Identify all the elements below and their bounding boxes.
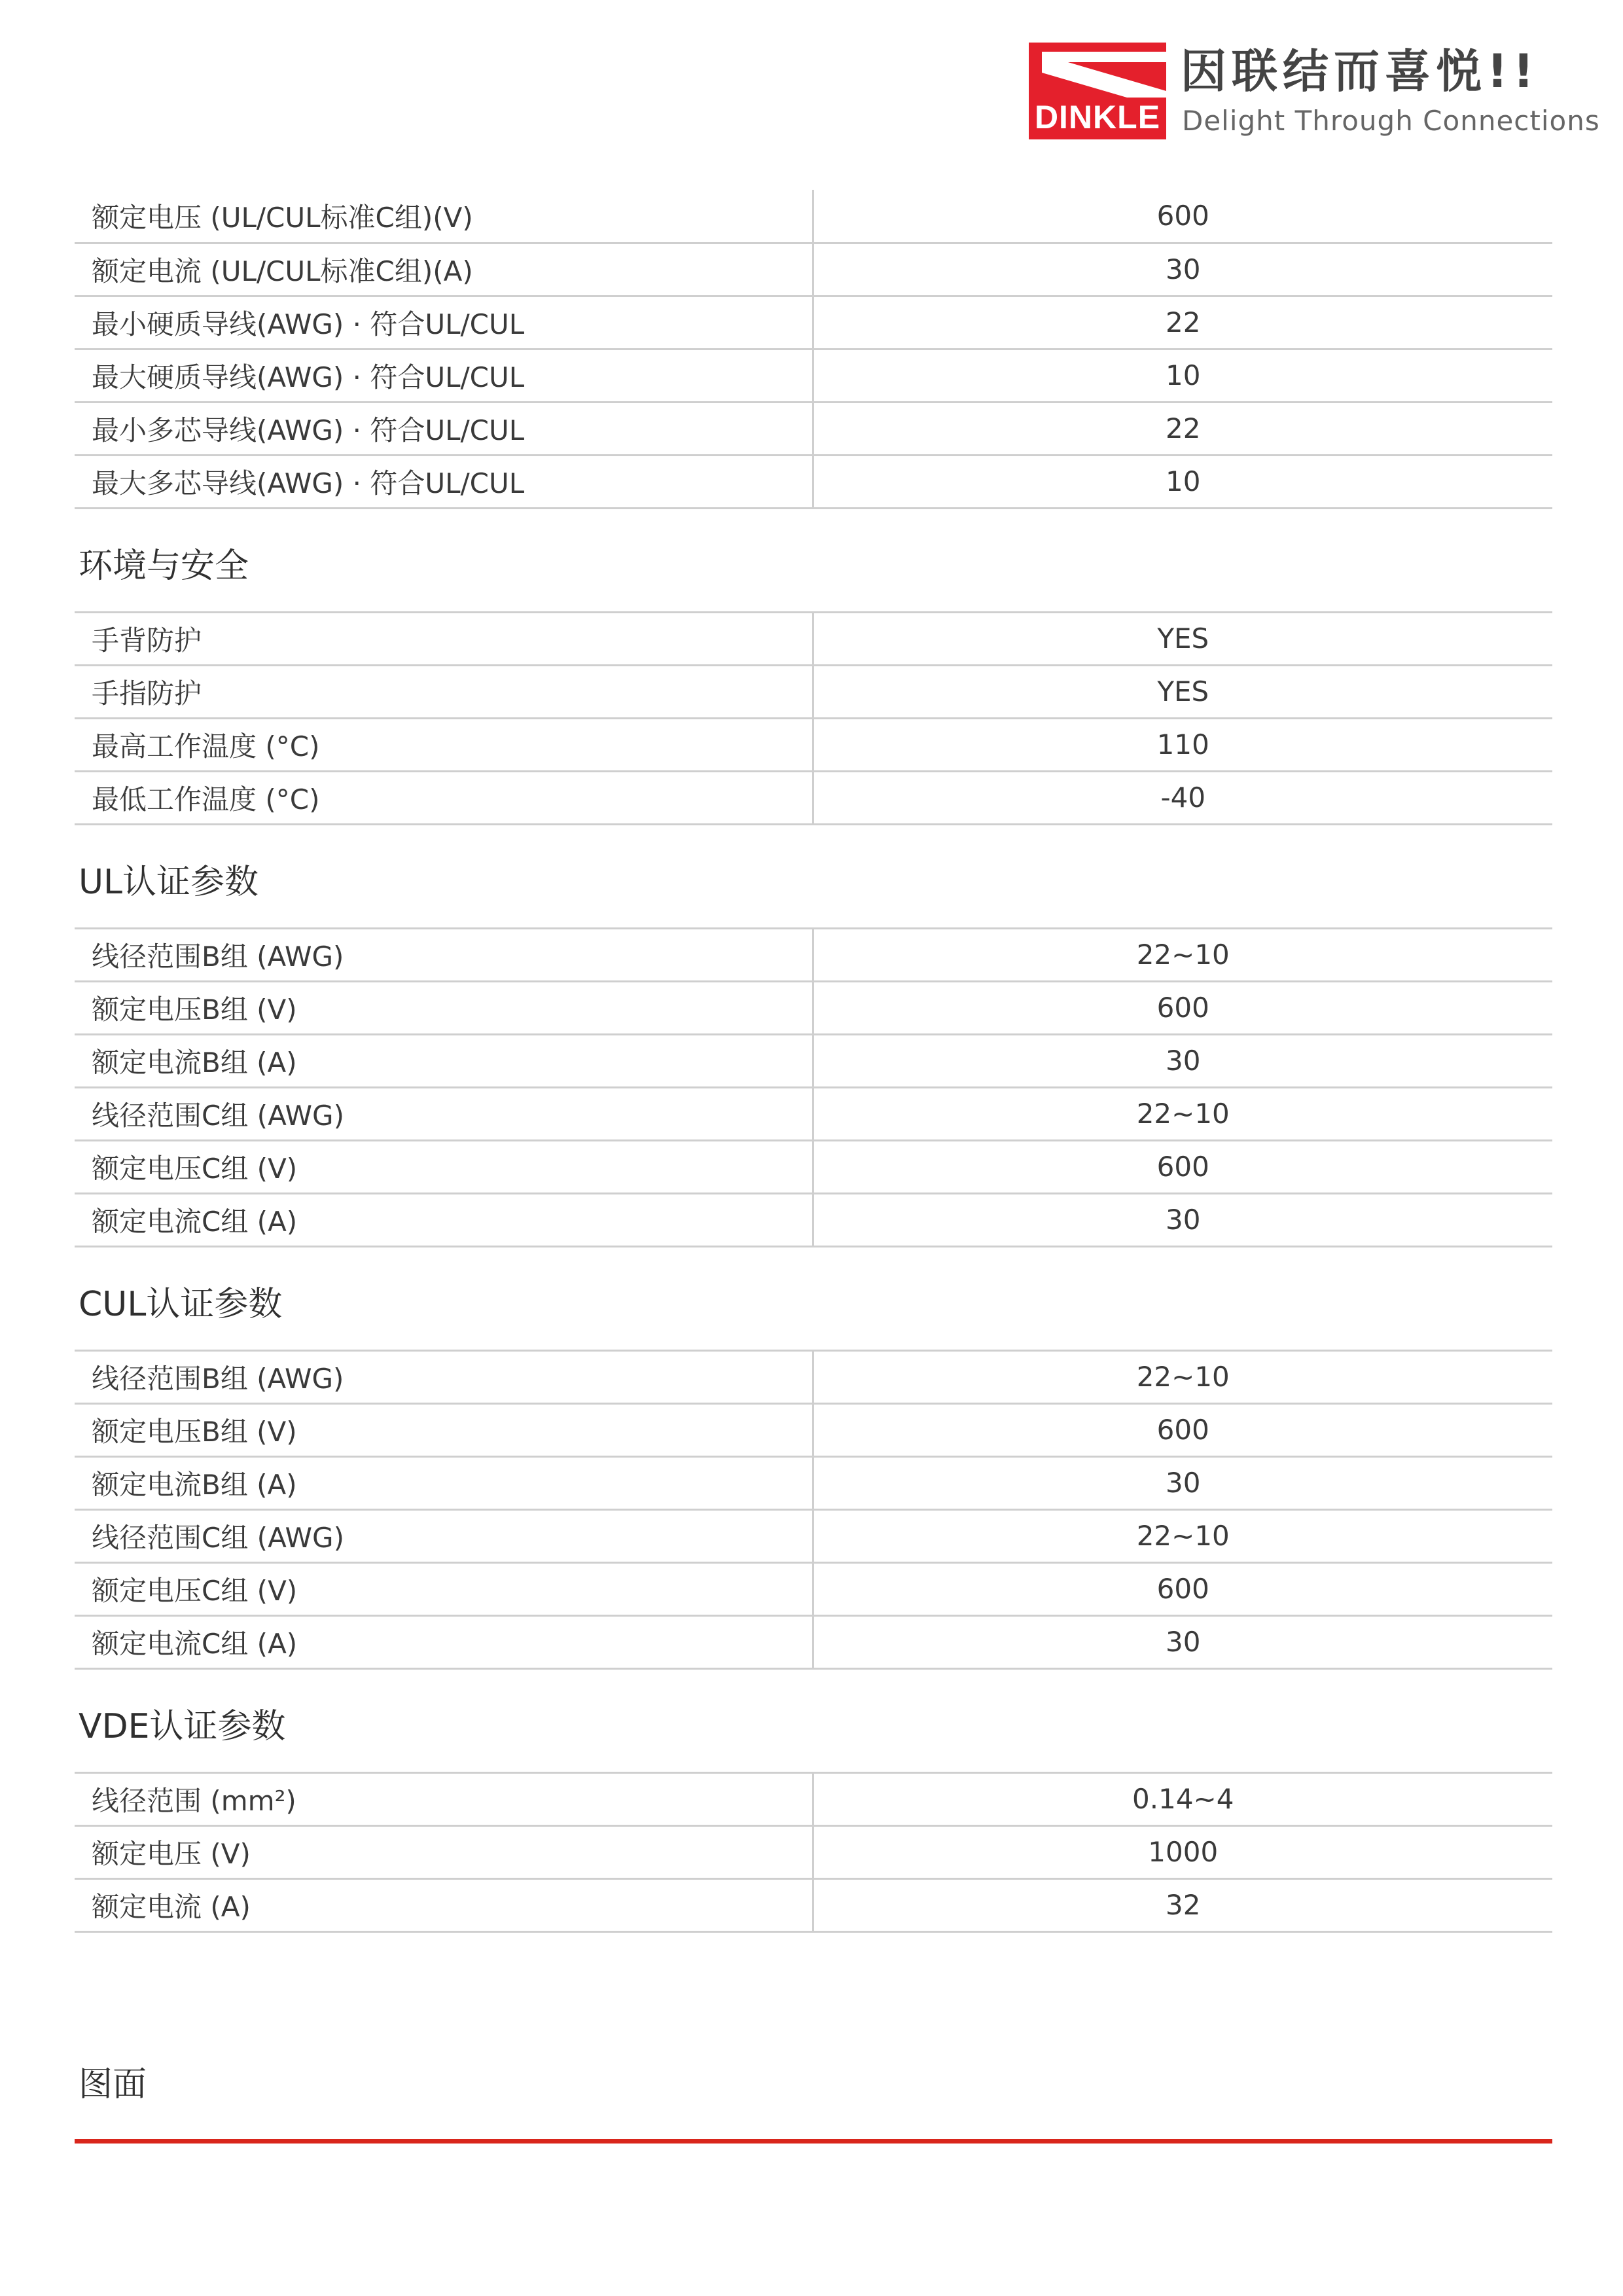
spec-label: 最小硬质导线(AWG) · 符合UL/CUL bbox=[75, 296, 813, 349]
spec-label: 线径范围B组 (AWG) bbox=[75, 928, 813, 981]
table-row bbox=[75, 1350, 1552, 1403]
spec-value: 30 bbox=[813, 1456, 1552, 1509]
table-row bbox=[75, 402, 1552, 455]
table-row bbox=[75, 1034, 1552, 1087]
spec-value: 22 bbox=[813, 402, 1552, 455]
spec-label: 线径范围B组 (AWG) bbox=[75, 1350, 813, 1403]
spec-label: 手指防护 bbox=[75, 665, 813, 718]
spec-value: YES bbox=[813, 665, 1552, 718]
environment-spec-table bbox=[75, 611, 1552, 825]
spec-label: 额定电流B组 (A) bbox=[75, 1034, 813, 1087]
table-row bbox=[75, 243, 1552, 296]
table-row bbox=[75, 1772, 1552, 1825]
spec-label: 额定电压B组 (V) bbox=[75, 981, 813, 1034]
spec-label: 额定电流 (UL/CUL标准C组)(A) bbox=[75, 243, 813, 296]
spec-value: YES bbox=[813, 612, 1552, 665]
spec-value: 0.14~4 bbox=[813, 1772, 1552, 1825]
spec-label: 最大硬质导线(AWG) · 符合UL/CUL bbox=[75, 349, 813, 402]
spec-value: 22~10 bbox=[813, 1087, 1552, 1140]
spec-value: 600 bbox=[813, 981, 1552, 1034]
ul-cul-spec-table bbox=[75, 190, 1552, 509]
table-row bbox=[75, 981, 1552, 1034]
spec-value: 110 bbox=[813, 718, 1552, 771]
spec-value: 22~10 bbox=[813, 928, 1552, 981]
section-title-cul: CUL认证参数 bbox=[79, 1284, 283, 1324]
spec-label: 线径范围C组 (AWG) bbox=[75, 1509, 813, 1562]
logo-mark bbox=[1029, 43, 1166, 139]
section-title-drawing: 图面 bbox=[79, 2065, 147, 2104]
table-row bbox=[75, 771, 1552, 824]
spec-value: 30 bbox=[813, 1193, 1552, 1246]
section-title-ul: UL认证参数 bbox=[79, 862, 259, 902]
table-row bbox=[75, 718, 1552, 771]
table-row bbox=[75, 1403, 1552, 1456]
spec-value: 30 bbox=[813, 1615, 1552, 1668]
dinkle-logo bbox=[1029, 43, 1600, 141]
table-row bbox=[75, 612, 1552, 665]
table-row bbox=[75, 1825, 1552, 1878]
section-divider-rule bbox=[75, 2139, 1552, 2144]
spec-value: -40 bbox=[813, 771, 1552, 824]
vde-spec-table bbox=[75, 1772, 1552, 1933]
spec-value: 10 bbox=[813, 455, 1552, 508]
section-title-vde: VDE认证参数 bbox=[79, 1706, 286, 1746]
spec-label: 额定电压B组 (V) bbox=[75, 1403, 813, 1456]
table-row bbox=[75, 1193, 1552, 1246]
table-row bbox=[75, 1509, 1552, 1562]
spec-content bbox=[75, 190, 1552, 1933]
table-row bbox=[75, 1615, 1552, 1668]
spec-value: 600 bbox=[813, 190, 1552, 243]
spec-label: 额定电流C组 (A) bbox=[75, 1615, 813, 1668]
spec-label: 最高工作温度 (°C) bbox=[75, 718, 813, 771]
spec-value: 30 bbox=[813, 243, 1552, 296]
spec-value: 30 bbox=[813, 1034, 1552, 1087]
section-title-environment: 环境与安全 bbox=[79, 546, 249, 586]
slogan-english: Delight Through Connections bbox=[1182, 105, 1600, 137]
cul-spec-table bbox=[75, 1350, 1552, 1670]
table-row bbox=[75, 1878, 1552, 1931]
ul-spec-table bbox=[75, 927, 1552, 1247]
spec-value: 10 bbox=[813, 349, 1552, 402]
table-row bbox=[75, 349, 1552, 402]
table-row bbox=[75, 928, 1552, 981]
spec-label: 线径范围C组 (AWG) bbox=[75, 1087, 813, 1140]
spec-label: 最大多芯导线(AWG) · 符合UL/CUL bbox=[75, 455, 813, 508]
table-row bbox=[75, 296, 1552, 349]
spec-label: 额定电流 (A) bbox=[75, 1878, 813, 1931]
spec-label: 额定电压C组 (V) bbox=[75, 1562, 813, 1615]
spec-value: 32 bbox=[813, 1878, 1552, 1931]
spec-label: 手背防护 bbox=[75, 612, 813, 665]
table-row bbox=[75, 190, 1552, 243]
spec-label: 额定电流C组 (A) bbox=[75, 1193, 813, 1246]
spec-value: 22~10 bbox=[813, 1350, 1552, 1403]
slogan-chinese: 因联结而喜悦!! bbox=[1181, 45, 1539, 98]
spec-label: 额定电压 (V) bbox=[75, 1825, 813, 1878]
spec-label: 最小多芯导线(AWG) · 符合UL/CUL bbox=[75, 402, 813, 455]
spec-value: 600 bbox=[813, 1140, 1552, 1193]
spec-label: 额定电压C组 (V) bbox=[75, 1140, 813, 1193]
spec-value: 22~10 bbox=[813, 1509, 1552, 1562]
table-row bbox=[75, 1140, 1552, 1193]
table-row bbox=[75, 455, 1552, 508]
spec-label: 最低工作温度 (°C) bbox=[75, 771, 813, 824]
table-row bbox=[75, 665, 1552, 718]
spec-label: 线径范围 (mm²) bbox=[75, 1772, 813, 1825]
brand-name: DINKLE bbox=[1034, 99, 1161, 135]
spec-value: 600 bbox=[813, 1403, 1552, 1456]
spec-value: 22 bbox=[813, 296, 1552, 349]
table-row bbox=[75, 1562, 1552, 1615]
spec-label: 额定电压 (UL/CUL标准C组)(V) bbox=[75, 190, 813, 243]
spec-value: 1000 bbox=[813, 1825, 1552, 1878]
spec-label: 额定电流B组 (A) bbox=[75, 1456, 813, 1509]
table-row bbox=[75, 1087, 1552, 1140]
spec-value: 600 bbox=[813, 1562, 1552, 1615]
table-row bbox=[75, 1456, 1552, 1509]
